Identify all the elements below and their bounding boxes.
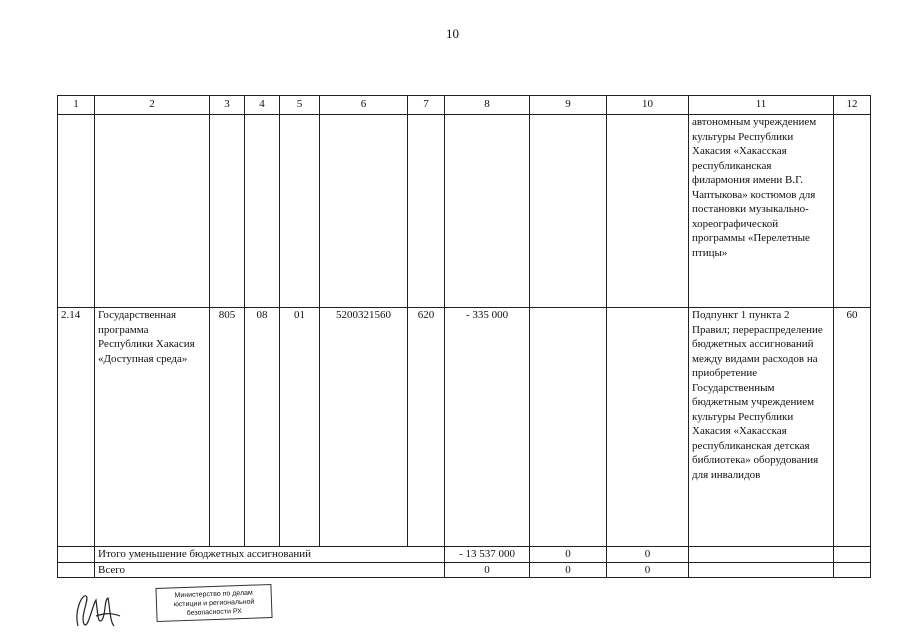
col-header: 11 [689,96,834,115]
total-label: Итого уменьшение бюджетных ассигнований [95,547,445,563]
col-header: 7 [408,96,445,115]
basis-cell: автономным учреждением культуры Республики Хакасия «Хакасская республиканская филармония имени В.Г. Чаптыкова» костюмов для постановки музыкально-хореографической программы «Перелетные птицы» [689,115,834,308]
total-decrease-row [58,547,871,563]
amount-cell: 0 [607,547,689,563]
budget-table [57,95,871,578]
col-header: 12 [834,96,871,115]
table-row [58,308,871,547]
col-header: 3 [210,96,245,115]
code-cell: 01 [280,308,320,547]
col-header: 5 [280,96,320,115]
table-header-row [58,96,871,115]
amount-cell: 0 [530,547,607,563]
code-cell: 60 [834,308,871,547]
grand-total-row [58,562,871,578]
code-cell: 620 [408,308,445,547]
amount-cell: - 335 000 [445,308,530,547]
code-cell: 08 [245,308,280,547]
table-row [58,115,871,308]
signature-icon [68,586,128,634]
col-header: 6 [320,96,408,115]
program-name: Государственная программа Республики Хакасия «Доступная среда» [95,308,210,547]
total-label: Всего [95,562,445,578]
col-header: 9 [530,96,607,115]
amount-cell: 0 [607,562,689,578]
amount-cell: - 13 537 000 [445,547,530,563]
col-header: 1 [58,96,95,115]
amount-cell: 0 [445,562,530,578]
amount-cell [607,308,689,547]
col-header: 4 [245,96,280,115]
col-header: 2 [95,96,210,115]
row-number: 2.14 [58,308,95,547]
page-number: 10 [446,26,459,41]
basis-cell: Подпункт 1 пункта 2 Правил; перераспределение бюджетных ассигнований между видами расходов на приобретение Государственным бюджетным учреждением культуры Республики Хакасия «Хакасская республиканская детская библиотека» оборудования для инвалидов [689,308,834,547]
registration-stamp: Министерство по делам юстиции и региональной безопасности РХ [155,584,272,622]
col-header: 10 [607,96,689,115]
amount-cell [530,308,607,547]
amount-cell: 0 [530,562,607,578]
col-header: 8 [445,96,530,115]
code-cell: 5200321560 [320,308,408,547]
code-cell: 805 [210,308,245,547]
